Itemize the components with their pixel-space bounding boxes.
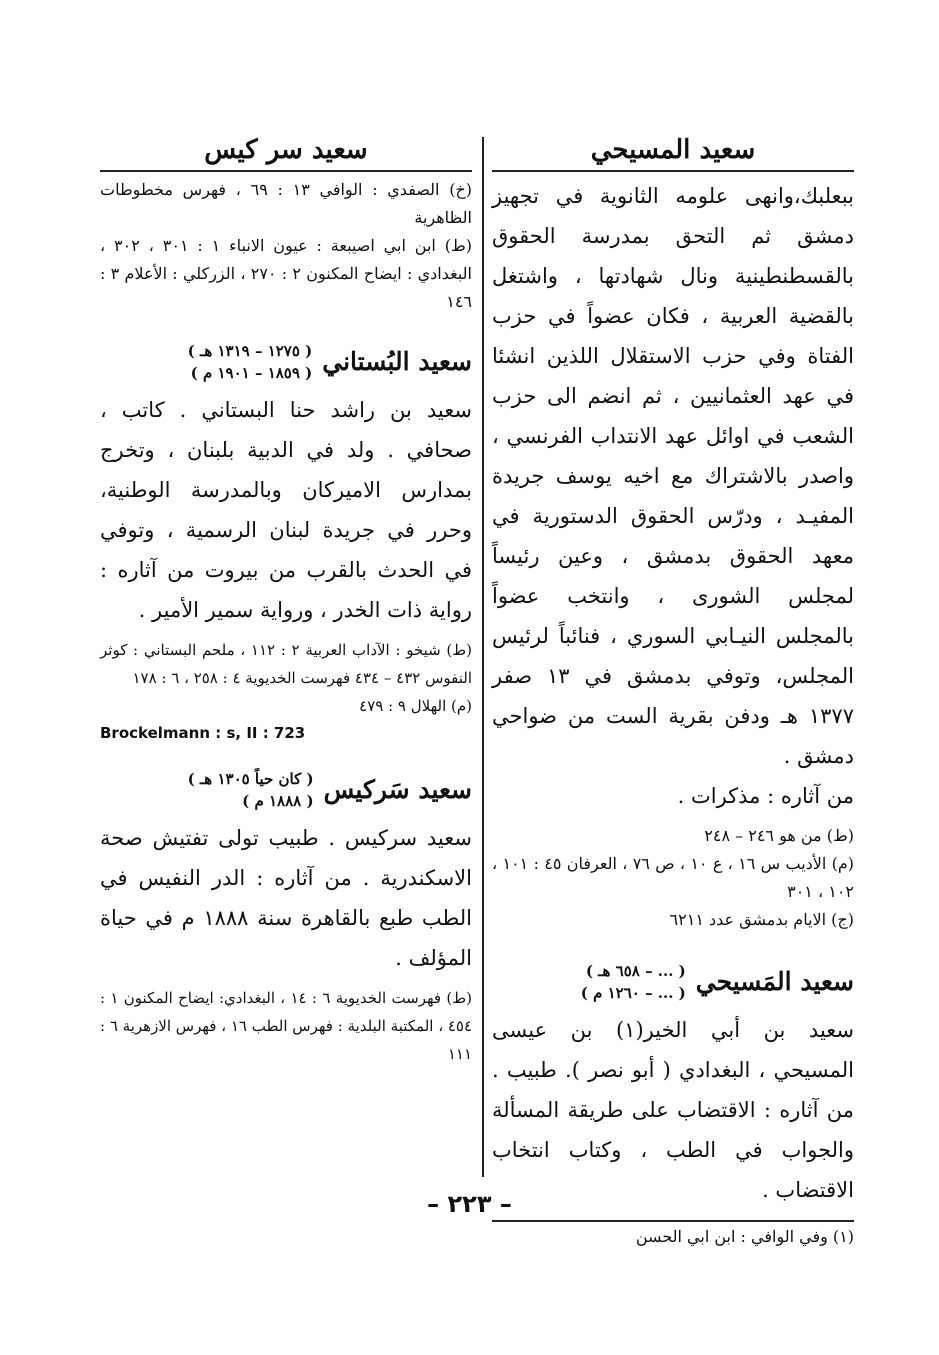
entry-dates <box>581 960 686 1004</box>
right-column <box>492 130 854 1252</box>
entry-dates <box>188 768 314 812</box>
latin-reference: Brockelmann : s, II : 723 <box>100 724 306 742</box>
page-number: – ٢٢٣ – <box>427 1190 512 1218</box>
right-running-header: سعيد المسيحي <box>492 130 854 172</box>
entry-name: سعيد البُستاني <box>322 347 472 376</box>
entry-name: سعيد سَركيس <box>323 775 472 804</box>
source-line: (م) الهلال ٩ : ٤٧٩ <box>359 697 472 715</box>
date-hijri: ( ١٢٧٥ – ١٣١٩ هـ ) <box>187 342 313 360</box>
entry-text: سعيد سركيس . طبيب تولى تفتيش صحة الاسكندرية . من آثاره : الدر النفيس في الطب طبع بالقاهرة سنة ١٨٨٨ م في حياة المؤلف . <box>100 826 472 970</box>
entry-dates <box>188 340 313 384</box>
works-text: من آثاره : مذكرات . <box>677 784 854 808</box>
entry-name: سعيد المَسيحي <box>695 967 854 996</box>
entry-heading <box>492 960 854 1004</box>
column-divider <box>482 137 484 1177</box>
entry-heading <box>100 340 472 384</box>
footnote: (١) وفي الوافي : ابن ابي الحسن <box>635 1227 854 1246</box>
sources-block <box>100 636 472 720</box>
source-line: (ط) من هو ٢٤٦ – ٢٤٨ <box>704 826 854 845</box>
source-line: (خ) الصفدي : الوافي ١٣ : ٦٩ ، فهرس مخطوطات الظاهرية <box>100 180 473 227</box>
left-running-header: سعيد سر كيس <box>100 130 472 172</box>
date-hijri: ( ... – ٦٥٨ هـ ) <box>585 962 686 980</box>
continuation-text: ببعلبك،وانهى علومه الثانوية في تجهيز دمشق ثم التحق بمدرسة الحقوق بالقسطنطينية ونال شهادتها ، واشتغل بالقضية العربية ، فكان عضواً في حزب الفتاة وفي حزب الاستقلال اللذين انشئا في عهد العثمانيين ، ثم انضم الى حزب الشعب في اوائل عهد الانتداب الفرنسي ، واصدر بالاشتراك مع اخيه يوسف جريدة المفيـد ، ودرّس الحقوق الدستورية في معهد الحقوق بدمشق ، وعين رئيساً لمجلس الشورى ، وانتخب عضواً بالمجلس النيـابي السوري ، فنائباً لرئيس المجلس، وتوفي بدمشق في ١٣ صفر ١٣٧٧ هـ ودفن بقرية الست من ضواحي دمشق . <box>492 184 854 768</box>
source-line: (ج) الايام بدمشق عدد ٦٢١١ <box>669 910 854 929</box>
source-line: (ط) ابن ابي اصيبعة : عيون الانباء ١ : ٣٠١ ، ٣٠٢ ، البغدادي : ايضاح المكنون ٢ : ٢٧٠ ، الزركلي : الأعلام ٣ : ١٤٦ <box>100 236 472 311</box>
entry-text: سعيد بن أبي الخير(١) بن عيسى المسيحي ، البغدادي ( أبو نصر ). طبيب . من آثاره : الاقتضاب على طريقة المسألة والجواب في الطب ، وكتاب انتخاب الاقتضاب . <box>492 1018 855 1202</box>
source-line: (م) الأديب س ١٦ ، ع ١٠ ، ص ٧٦ ، العرفان ٤٥ : ١٠١ ، ١٠٢ ، ٣٠١ <box>492 854 855 901</box>
entry-text: سعيد بن راشد حنا البستاني . كاتب ، صحافي . ولد في الدبية بلبنان ، وتخرج بمدارس الاميركان وبالمدرسة الوطنية، وحرر في جريدة لبنان الرسمية ، وتوفي في الحدث بالقرب من بيروت من آثاره : رواية ذات الخدر ، ورواية سمير الأمير . <box>100 398 472 622</box>
sources-block: (ط) فهرست الخديوية ٦ : ١٤ ، البغدادي: ايضاح المكنون ١ : ٤٥٤ ، المكتبة البلدية : فهرس الطب ١٦ ، فهرس الازهرية ٦ : ١١١ <box>100 989 472 1063</box>
date-ad: ( ... – ١٢٦٠ م ) <box>580 984 686 1002</box>
date-hijri: ( كان حياً ١٣٠٥ هـ ) <box>187 770 314 788</box>
source-line: (ط) شيخو : الآداب العربية ٢ : ١١٢ ، ملحم البستاني : كوثر النفوس ٤٣٢ – ٤٣٤ فهرست الخديوية ٤ : ٢٥٨ ، ٦ : ١٧٨ <box>100 641 473 687</box>
entry-heading <box>100 768 472 812</box>
date-ad: ( ١٨٥٩ – ١٩٠١ م ) <box>190 364 313 382</box>
sources-block <box>492 822 854 934</box>
sources-block <box>100 176 472 316</box>
left-column <box>100 130 472 1068</box>
date-ad: ( ١٨٨٨ م ) <box>242 792 314 810</box>
